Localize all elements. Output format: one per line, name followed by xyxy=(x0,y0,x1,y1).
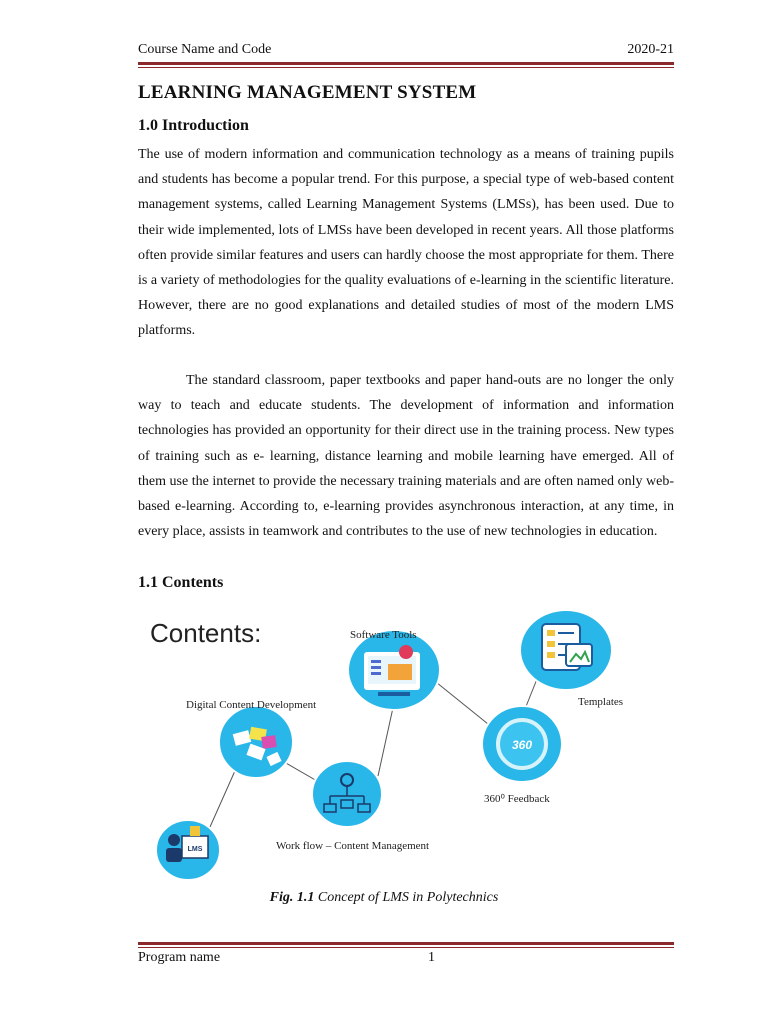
page-header xyxy=(138,42,674,62)
feedback-node xyxy=(482,706,562,782)
digital-content-node xyxy=(219,706,293,778)
templates-node xyxy=(520,610,612,690)
lms-label: LMS xyxy=(187,846,203,853)
page-number: 1 xyxy=(428,950,435,965)
feedback-badge: 360 xyxy=(511,738,533,752)
page-footer xyxy=(138,950,674,970)
caption-prefix: Fig. 1.1 xyxy=(269,890,315,905)
label-feedback: 360⁰ Feedback xyxy=(484,793,550,805)
intro-paragraph-1: The use of modern information and communication technology as a means of training pupils and students has become a popular trend. For this purpose, a special type of web-based content management systems, called Learning Management Systems (LMSs), has been used. Due to their wide implemented, lots of LMSs have been developed in recent years. All those platforms often provide similar features and users can hardly choose the most appropriate for them. There is a variety of methodologies for the quality evaluations of e-learning in the scientific literature. However, there are no good explanations and detailed studies of most of the modern LMS platforms. xyxy=(138,147,674,339)
label-workflow: Work flow – Content Management xyxy=(276,840,430,852)
document-title: LEARNING MANAGEMENT SYSTEM xyxy=(138,82,477,103)
lms-concept-figure xyxy=(138,604,674,886)
contents-heading: 1.1 Contents xyxy=(138,574,224,591)
header-course: Course Name and Code xyxy=(138,42,272,57)
footer-program: Program name xyxy=(138,950,221,965)
caption-text: Concept of LMS in Polytechnics xyxy=(314,890,499,905)
lms-node xyxy=(156,820,220,880)
software-tools-node xyxy=(348,630,440,710)
workflow-node xyxy=(312,761,382,827)
intro-heading: 1.0 Introduction xyxy=(138,117,249,134)
label-digital-content: Digital Content Development xyxy=(186,699,317,711)
label-templates: Templates xyxy=(578,696,624,708)
intro-paragraph-2: The standard classroom, paper textbooks and paper hand-outs are no longer the only way to teach and educate students. The development of information and information technologies has provided an opportunity for their direct use in the training process. New types of training such as e- learning, distance learning and mobile learning have emerged. All of them use the internet to provide the necessary training materials and are often named only web- based e-learning. According to, e-learning provides asynchronous interaction, at any time, in every place, assists in teamwork and contributes to the use of new technologies in education. xyxy=(138,373,674,540)
header-year: 2020-21 xyxy=(627,42,674,57)
figure-caption xyxy=(0,890,768,906)
figure-title: Contents: xyxy=(150,618,262,648)
label-software-tools: Software Tools xyxy=(350,629,417,641)
